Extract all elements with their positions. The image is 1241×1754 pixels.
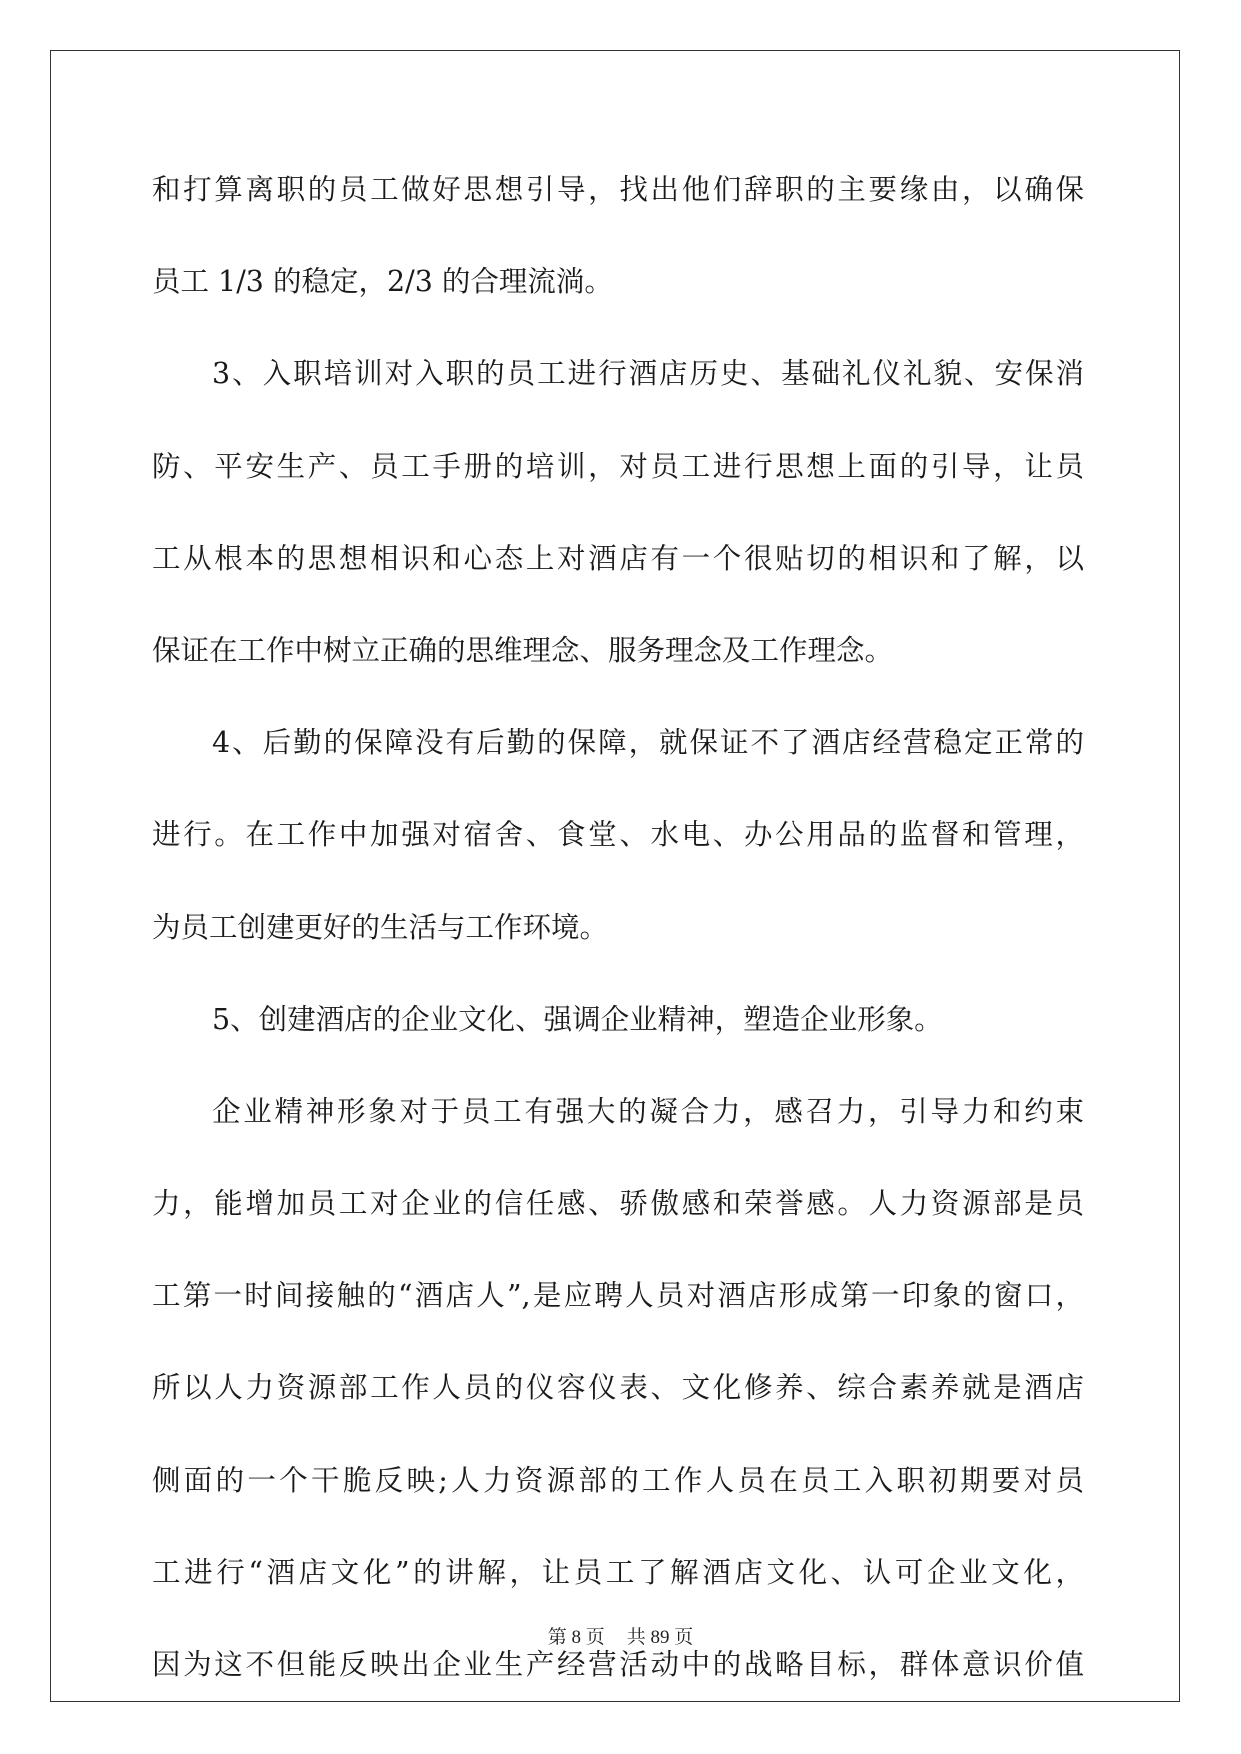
text-line: 因为这不但能反映出企业生产经营活动中的战略目标，群体意识价值: [152, 1648, 1084, 1681]
text-line: 工从根本的思想相识和心态上对酒店有一个很贴切的相识和了解，以: [152, 541, 1084, 575]
text-line: 工进行“酒店文化”的讲解，让员工了解酒店文化、认可企业文化，: [152, 1555, 1084, 1589]
text-line: 工第一时间接触的“酒店人”,是应聘人员对酒店形成第一印象的窗口，: [152, 1279, 1084, 1313]
text-line: 为员工创建更好的生活与工作环境。: [152, 910, 609, 944]
text-line: 3、入职培训对入职的员工进行酒店历史、基础礼仪礼貌、安保消: [212, 357, 1084, 391]
text-line: 进行。在工作中加强对宿舍、食堂、水电、办公用品的监督和管理，: [152, 818, 1084, 852]
text-line: 和打算离职的员工做好思想引导，找出他们辞职的主要缘由，以确保: [152, 173, 1084, 206]
text-line: 5、创建酒店的企业文化、强调企业精神，塑造企业形象。: [212, 1002, 943, 1036]
page-footer: [0, 1622, 1241, 1649]
text-line: 企业精神形象对于员工有强大的凝合力，感召力，引导力和约束: [212, 1094, 1084, 1128]
text-line: 防、平安生产、员工手册的培训，对员工进行思想上面的引导，让员: [152, 449, 1084, 483]
page-total: 共 89 页: [626, 1627, 694, 1648]
text-line: 所以人力资源部工作人员的仪容仪表、文化修养、综合素养就是酒店: [152, 1371, 1084, 1405]
text-line: 侧面的一个干脆反映;人力资源部的工作人员在员工入职初期要对员: [152, 1463, 1084, 1497]
text-line: 4、后勤的保障没有后勤的保障，就保证不了酒店经营稳定正常的: [212, 726, 1084, 760]
page-number: 第 8 页: [547, 1627, 605, 1648]
text-line: 力，能增加员工对企业的信任感、骄傲感和荣誉感。人力资源部是员: [152, 1187, 1084, 1221]
body-text: [152, 160, 1084, 1727]
text-line: 保证在工作中树立正确的思维理念、服务理念及工作理念。: [152, 633, 894, 667]
text-line: 员工 1/3 的稳定，2/3 的合理流淌。: [152, 265, 613, 299]
